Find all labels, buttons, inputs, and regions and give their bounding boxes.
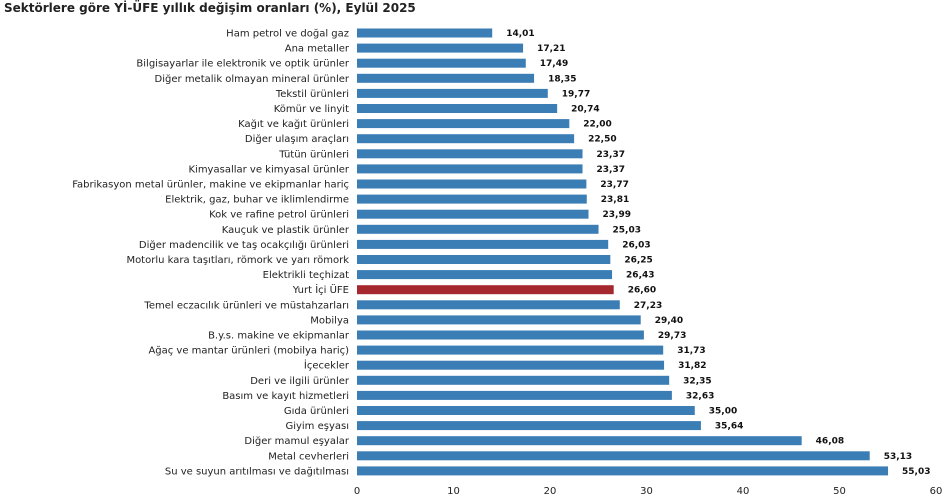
bar: [357, 315, 641, 324]
bar: [357, 270, 612, 279]
category-label: Elektrikli teçhizat: [262, 270, 349, 282]
category-label: Mobilya: [310, 315, 349, 327]
value-label: 26,25: [624, 255, 653, 266]
category-label: Kauçuk ve plastik ürünler: [221, 224, 349, 236]
bar: [357, 164, 583, 173]
value-label: 18,35: [548, 74, 577, 85]
value-label: 22,00: [583, 119, 612, 130]
bar: [357, 74, 534, 83]
category-label: Su ve suyun arıtılması ve dağıtılması: [164, 466, 349, 478]
value-label: 46,08: [815, 436, 845, 447]
value-label: 29,40: [654, 315, 684, 326]
bar-highlight: [357, 285, 614, 294]
category-label: Kağıt ve kağıt ürünleri: [238, 119, 349, 131]
category-label: Deri ve ilgili ürünler: [250, 375, 349, 387]
value-label: 35,00: [708, 406, 738, 417]
value-label: 32,63: [685, 391, 715, 402]
value-label: 20,74: [571, 104, 600, 115]
bar: [357, 300, 620, 309]
value-label: 19,77: [561, 89, 591, 100]
category-label: Tütün ürünleri: [279, 149, 349, 161]
value-label: 17,21: [537, 44, 566, 55]
value-label: 17,49: [539, 59, 569, 70]
value-label: 22,50: [588, 134, 617, 145]
value-label: 55,03: [902, 466, 931, 477]
bar: [357, 180, 586, 189]
category-label: Bilgisayarlar ile elektronik ve optik ürünler: [136, 58, 349, 70]
x-tick-label: 30: [640, 486, 653, 497]
x-tick-label: 10: [447, 486, 460, 497]
category-label: Kimyasallar ve kimyasal ürünler: [188, 164, 349, 176]
bar: [357, 331, 644, 340]
category-label: Gıda ürünleri: [283, 406, 349, 417]
category-label: Temel eczacılık ürünleri ve müstahzarları: [144, 300, 349, 312]
value-label: 26,03: [622, 240, 651, 251]
category-label: Ağaç ve mantar ürünleri (mobilya hariç): [148, 345, 349, 357]
x-tick-label: 20: [543, 486, 557, 497]
value-label: 23,37: [596, 149, 625, 160]
bar: [357, 104, 557, 113]
bar: [357, 210, 589, 219]
bar: [357, 451, 870, 460]
category-label: Fabrikasyon metal ürünler, makine ve ekipmanlar hariç: [72, 179, 349, 191]
value-label: 31,73: [677, 346, 706, 357]
category-label: Diğer mamul eşyalar: [244, 436, 349, 448]
value-label: 23,99: [602, 210, 631, 221]
bar: [357, 29, 492, 38]
category-label: Giyim eşyası: [285, 421, 349, 433]
bar: [357, 255, 610, 264]
x-tick-label: 40: [736, 486, 750, 497]
bar: [357, 391, 672, 400]
category-label: Ana metaller: [284, 43, 349, 55]
x-tick-label: 50: [833, 486, 846, 497]
category-label: Metal cevherleri: [268, 451, 349, 463]
bar: [357, 346, 663, 355]
category-label: Yurt İçi ÜFE: [292, 285, 349, 297]
bar: [357, 134, 574, 143]
bar: [357, 406, 695, 415]
value-label: 14,01: [506, 29, 535, 39]
category-label: Kömür ve linyit: [273, 104, 349, 115]
value-label: 29,73: [657, 331, 687, 341]
value-label: 53,13: [883, 451, 913, 462]
bar: [357, 376, 669, 385]
value-label: 23,77: [600, 180, 629, 190]
value-label: 25,03: [612, 225, 642, 236]
category-label: B.y.s. makine ve ekipmanlar: [208, 330, 349, 342]
bar: [357, 361, 664, 370]
bar: [357, 436, 802, 445]
bar: [357, 421, 701, 430]
bar: [357, 466, 888, 475]
x-tick-label: 0: [353, 486, 361, 497]
value-label: 26,43: [626, 270, 655, 281]
value-label: 26,60: [627, 285, 657, 296]
bar: [357, 59, 526, 68]
value-label: 27,23: [633, 300, 663, 311]
bar: [357, 149, 583, 158]
value-label: 32,35: [683, 376, 712, 387]
category-label: Diğer ulaşım araçları: [244, 134, 349, 146]
category-label: Ham petrol ve doğal gaz: [226, 28, 349, 40]
category-label: Tekstil ürünleri: [275, 88, 349, 100]
value-label: 23,37: [596, 164, 625, 175]
category-label: Diğer metalik olmayan mineral ürünler: [154, 73, 349, 85]
category-label: Motorlu kara taşıtları, römork ve yarı römork: [126, 255, 349, 266]
bar: [357, 119, 569, 128]
bar: [357, 195, 587, 204]
value-label: 35,64: [714, 421, 744, 432]
chart-title: Sektörlere göre Yİ-ÜFE yıllık değişim oranları (%), Eylül 2025: [4, 1, 416, 15]
category-label: Kok ve rafine petrol ürünleri: [209, 209, 349, 221]
category-label: Basım ve kayıt hizmetleri: [222, 390, 349, 402]
x-tick-label: 60: [929, 486, 943, 497]
bar: [357, 225, 599, 234]
value-label: 31,82: [678, 361, 707, 372]
category-label: Diğer madencilik ve taş ocakçılığı ürünleri: [138, 239, 349, 251]
bar: [357, 240, 608, 249]
bar: [357, 44, 523, 53]
value-label: 23,81: [600, 195, 630, 206]
category-label: Elektrik, gaz, buhar ve iklimlendirme: [165, 194, 349, 206]
category-label: İçecekler: [303, 360, 349, 372]
bar: [357, 89, 548, 98]
